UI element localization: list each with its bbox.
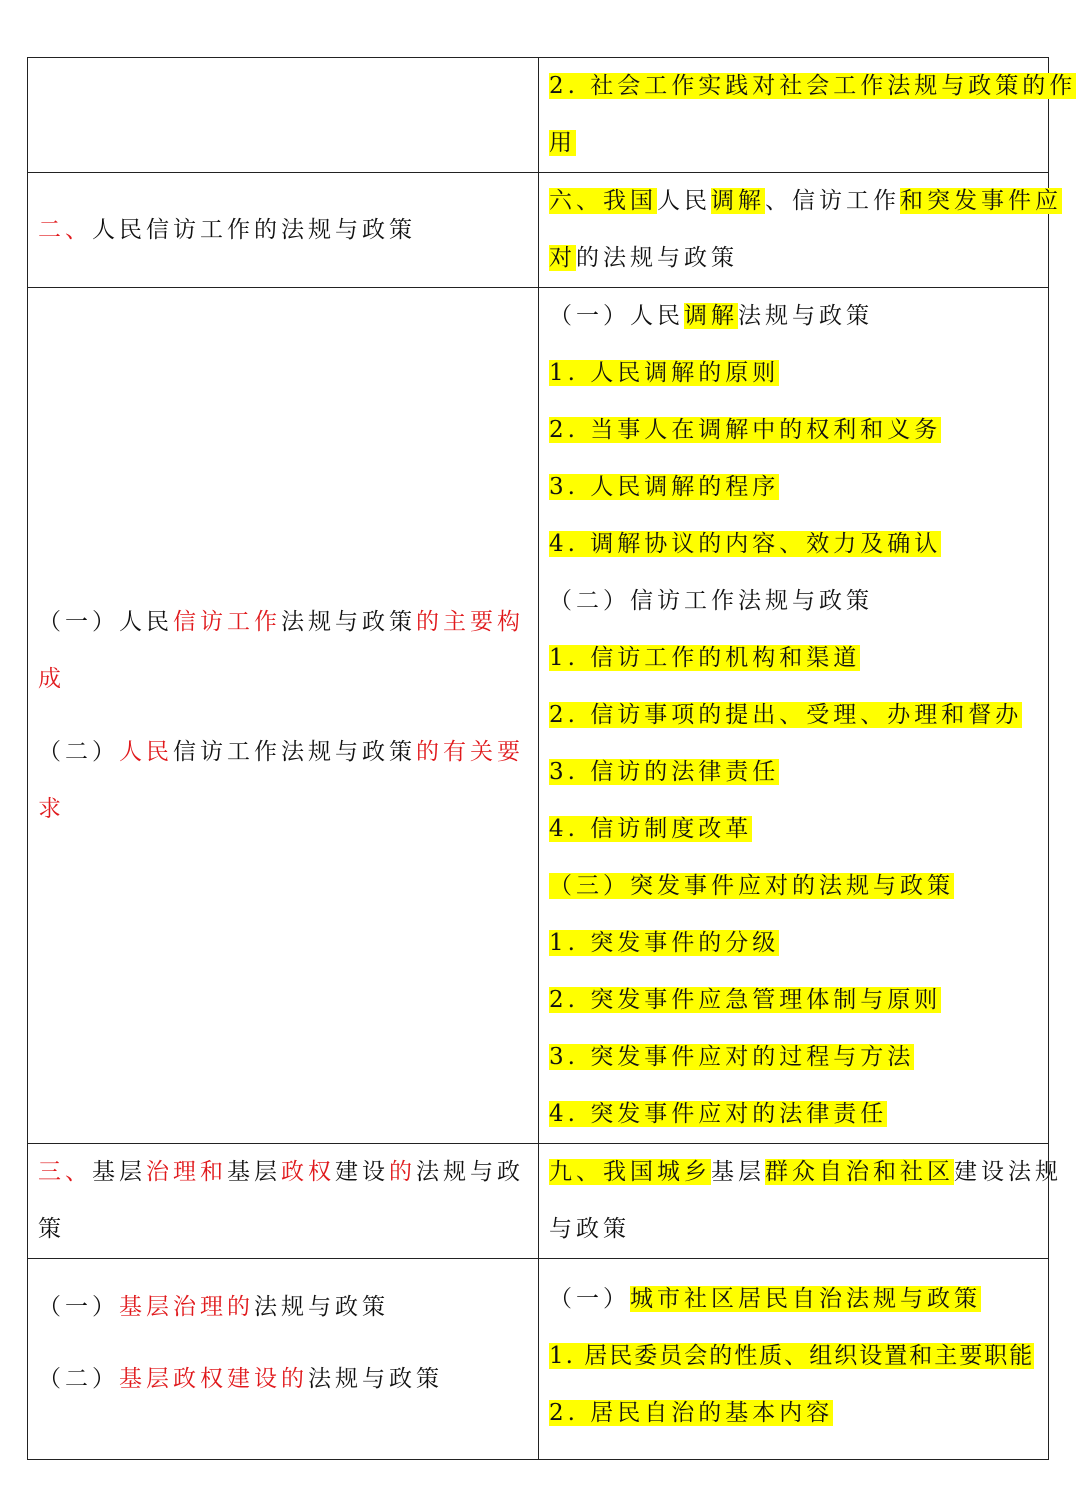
- list-item: 1. 人民调解的原则: [549, 360, 780, 386]
- section-heading: 三、基层治理和基层政权建设的法规与政: [38, 1159, 524, 1185]
- text-line: 用: [549, 130, 576, 156]
- list-item: 4. 调解协议的内容、效力及确认: [549, 531, 942, 557]
- left-cell: [28, 173, 539, 288]
- list-item: 2. 信访事项的提出、受理、办理和督办: [549, 702, 1023, 728]
- subsection-line: （二）信访工作法规与政策: [549, 588, 873, 614]
- left-cell: [28, 1144, 539, 1259]
- right-cell: [539, 1144, 1062, 1259]
- table-row: [28, 1259, 1049, 1460]
- text-line: 对的法规与政策: [549, 245, 738, 271]
- subsection-line: （一）基层治理的法规与政策: [38, 1294, 389, 1320]
- text-line: 成: [38, 665, 65, 692]
- left-cell: [28, 58, 539, 173]
- right-cell: [539, 173, 1062, 288]
- list-item: 2. 当事人在调解中的权利和义务: [549, 417, 942, 443]
- list-item: 4. 信访制度改革: [549, 816, 753, 842]
- list-item: 3. 信访的法律责任: [549, 759, 780, 785]
- section-heading: 九、我国城乡基层群众自治和社区建设法规: [549, 1159, 1062, 1185]
- text-line: 求: [38, 795, 65, 822]
- subsection-line: （一）城市社区居民自治法规与政策: [549, 1286, 981, 1312]
- left-cell: [28, 1259, 539, 1460]
- list-item: 1. 居民委员会的性质、组织设置和主要职能: [549, 1343, 1035, 1369]
- section-heading: 二、人民信访工作的法规与政策: [38, 216, 416, 243]
- subsection-line: （三）突发事件应对的法规与政策: [549, 873, 954, 899]
- right-cell: [539, 58, 1077, 173]
- subsection-line: （一）人民调解法规与政策: [549, 303, 873, 329]
- list-item: 2. 居民自治的基本内容: [549, 1400, 834, 1426]
- text-line: 与政策: [549, 1216, 630, 1242]
- outline-table: [27, 57, 1077, 1460]
- subsection-line: （二）人民信访工作法规与政策的有关要: [38, 738, 524, 765]
- list-item: 2. 突发事件应急管理体制与原则: [549, 987, 942, 1013]
- left-cell: [28, 288, 539, 1144]
- list-item: 3. 突发事件应对的过程与方法: [549, 1044, 915, 1070]
- subsection-line: （二）基层政权建设的法规与政策: [38, 1366, 443, 1392]
- table-row: [28, 173, 1049, 288]
- subsection-line: （一）人民信访工作法规与政策的主要构: [38, 608, 524, 635]
- list-item: 3. 人民调解的程序: [549, 474, 780, 500]
- table-row: [28, 58, 1049, 173]
- table-row: [28, 1144, 1049, 1259]
- list-item: 1. 突发事件的分级: [549, 930, 780, 956]
- right-cell: [539, 288, 1049, 1144]
- list-item: 1. 信访工作的机构和渠道: [549, 645, 861, 671]
- section-heading: 六、我国人民调解、信访工作和突发事件应: [549, 188, 1062, 214]
- text-line: 2. 社会工作实践对社会工作法规与政策的作: [549, 73, 1077, 99]
- right-cell: [539, 1259, 1049, 1460]
- table-row: [28, 288, 1049, 1144]
- list-item: 4. 突发事件应对的法律责任: [549, 1101, 888, 1127]
- text-line: 策: [38, 1216, 65, 1242]
